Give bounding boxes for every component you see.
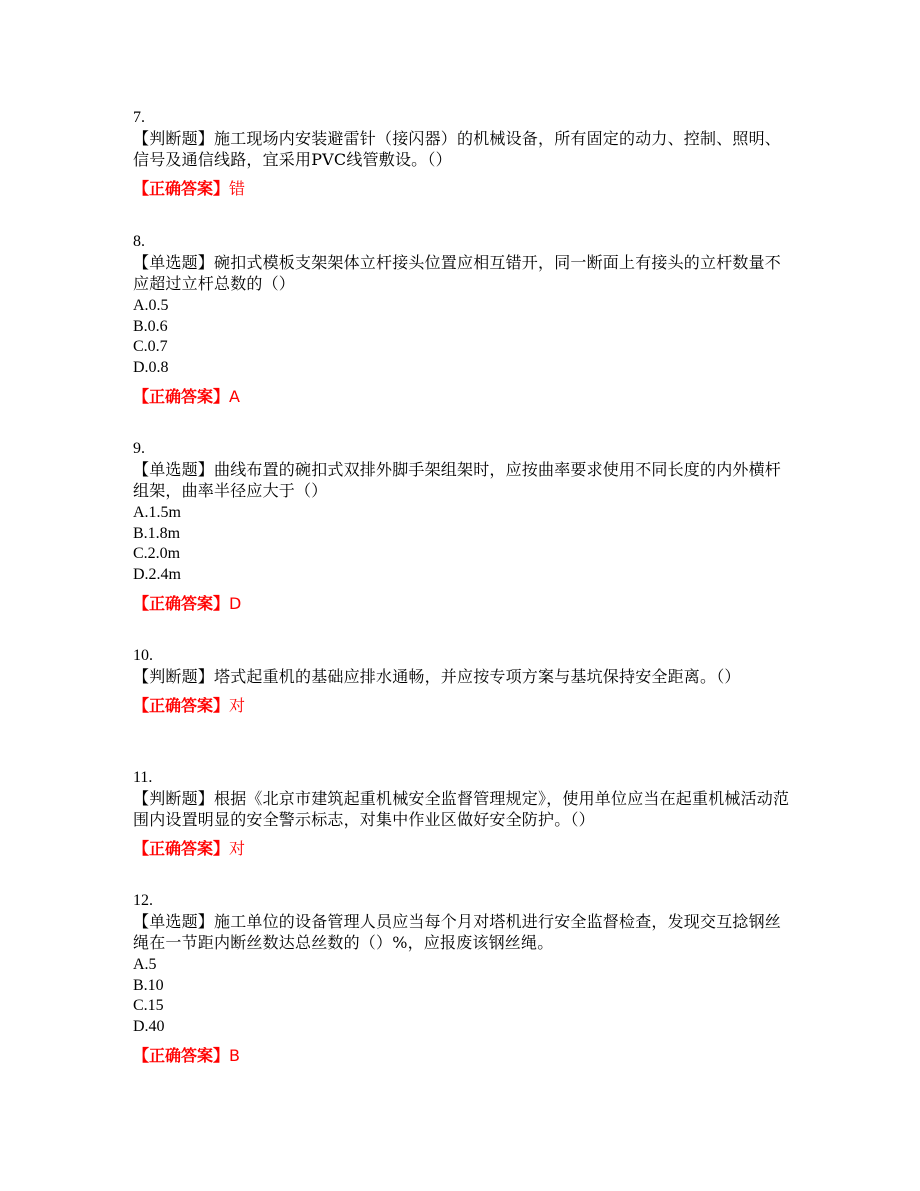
answer-label: 【正确答案】 <box>133 594 230 613</box>
answer-value: A <box>229 387 240 406</box>
option-a: A.0.5 <box>133 297 169 314</box>
option-c: C.2.0m <box>133 545 181 562</box>
answer-label: 【正确答案】 <box>133 179 230 198</box>
option-d: D.2.4m <box>133 565 181 583</box>
answer-label: 【正确答案】 <box>133 696 230 715</box>
question-7 <box>133 108 793 200</box>
question-number: 11. <box>133 769 153 786</box>
answer-value: B <box>229 1046 240 1065</box>
question-text: 【判断题】塔式起重机的基础应排水通畅，并应按专项方案与基坑保持安全距离。（） <box>133 667 741 686</box>
correct-answer <box>133 178 793 200</box>
answer-label: 【正确答案】 <box>133 1046 230 1065</box>
option-c: C.15 <box>133 997 164 1014</box>
option-list <box>133 955 793 1037</box>
option-list <box>133 503 793 585</box>
option-d: D.0.8 <box>133 358 169 376</box>
option-b: B.0.6 <box>133 317 168 335</box>
question-8 <box>133 232 793 408</box>
answer-value: 错 <box>229 179 246 198</box>
correct-answer <box>133 838 793 860</box>
answer-value: 对 <box>229 839 246 858</box>
option-b: B.10 <box>133 976 164 994</box>
answer-label: 【正确答案】 <box>133 387 230 406</box>
correct-answer <box>133 386 793 408</box>
option-d: D.40 <box>133 1017 165 1035</box>
option-a: A.1.5m <box>133 504 181 521</box>
question-text: 【单选题】碗扣式模板支架架体立杆接头位置应相互错开，同一断面上有接头的立杆数量不应超过立杆总数的（） <box>133 253 782 293</box>
correct-answer <box>133 593 793 615</box>
option-b: B.1.8m <box>133 524 181 542</box>
correct-answer <box>133 1045 793 1067</box>
question-11 <box>133 768 793 860</box>
question-number: 7. <box>133 109 145 126</box>
question-number: 9. <box>133 440 145 457</box>
correct-answer <box>133 695 793 717</box>
question-10 <box>133 646 793 717</box>
question-text: 【判断题】根据《北京市建筑起重机械安全监督管理规定》，使用单位应当在起重机械活动范围内设置明显的安全警示标志，对集中作业区做好安全防护。（） <box>133 789 790 829</box>
answer-label: 【正确答案】 <box>133 839 230 858</box>
option-list <box>133 296 793 378</box>
question-12 <box>133 891 793 1067</box>
question-text: 【单选题】施工单位的设备管理人员应当每个月对塔机进行安全监督检查，发现交互捻钢丝绳在一节距内断丝数达总丝数的（）%，应报废该钢丝绳。 <box>133 912 782 952</box>
question-text: 【单选题】曲线布置的碗扣式双排外脚手架组架时，应按曲率要求使用不同长度的内外横杆组架，曲率半径应大于（） <box>133 460 782 500</box>
option-a: A.5 <box>133 956 157 973</box>
answer-value: 对 <box>229 696 246 715</box>
question-9 <box>133 439 793 615</box>
question-number: 10. <box>133 647 153 664</box>
answer-value: D <box>229 594 242 613</box>
question-text: 【判断题】施工现场内安装避雷针（接闪器）的机械设备，所有固定的动力、控制、照明、信号及通信线路，宜采用PVC线管敷设。（） <box>133 129 782 169</box>
question-number: 12. <box>133 892 153 909</box>
question-number: 8. <box>133 233 145 250</box>
option-c: C.0.7 <box>133 338 168 355</box>
